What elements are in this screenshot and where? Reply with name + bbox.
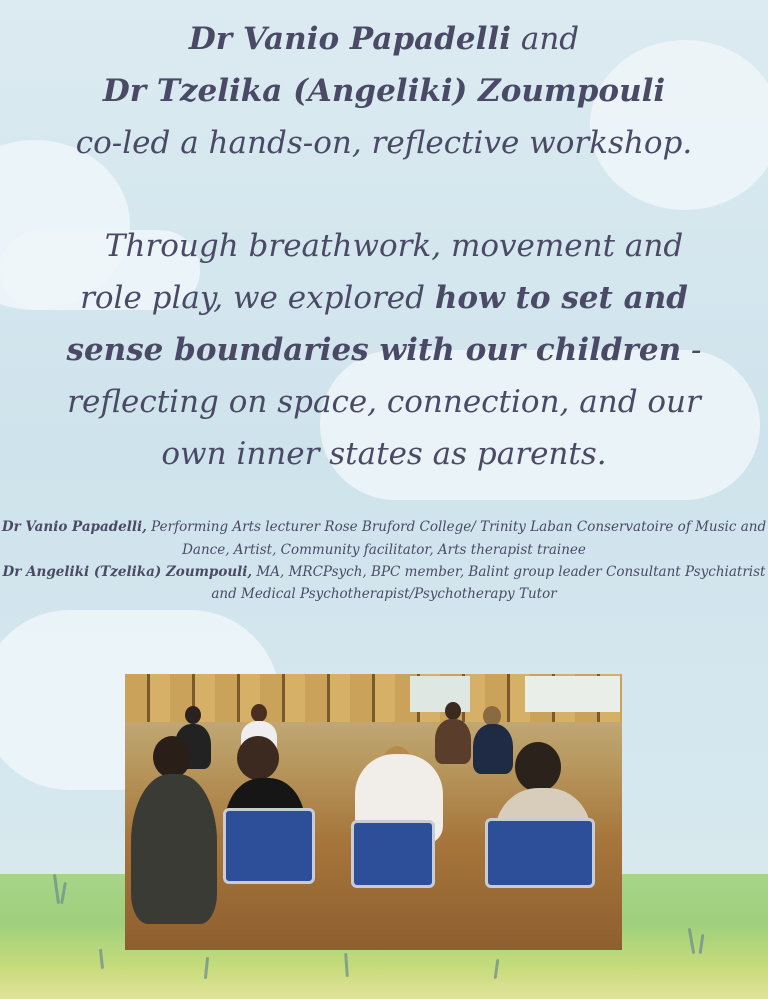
heading-name-2: Dr Tzelika (Angeliki) Zoumpouli <box>102 73 666 109</box>
photo-chair <box>351 820 435 888</box>
heading-name-1: Dr Vanio Papadelli <box>188 21 511 57</box>
credit-1-line-1 <box>0 516 768 538</box>
photo-chair <box>485 818 595 888</box>
heading-line-3: co-led a hands-on, reflective workshop. <box>75 125 693 161</box>
photo-window <box>410 676 470 712</box>
credit-1-name: Dr Vanio Papadelli, <box>1 519 147 535</box>
credit-2-role: MA, MRCPsych, BPC member, Balint group leader Consultant Psychiatrist <box>252 564 766 580</box>
heading-and: and <box>510 21 580 57</box>
body-line-2-text: role play, we explored <box>80 280 435 316</box>
credit-1-line-2: Dance, Artist, Community facilitator, Arts therapist trainee <box>182 542 586 558</box>
photo-person-head <box>251 704 267 722</box>
body-line-1: Through breathwork, movement and <box>104 228 684 264</box>
photo-person-head <box>237 736 279 780</box>
body-line-3 <box>0 324 768 376</box>
photo-person-head <box>185 706 201 724</box>
credit-2-line-2: and Medical Psychotherapist/Psychotherapy Tutor <box>211 586 557 602</box>
photo-person-head <box>153 736 191 778</box>
credit-2-line-1 <box>0 561 768 583</box>
body-line-2 <box>0 272 768 324</box>
photo-person <box>473 724 513 774</box>
heading-line-1 <box>0 14 768 64</box>
photo-person <box>131 774 217 924</box>
body-line-3-text: - <box>681 332 702 368</box>
photo-person-head <box>445 702 461 720</box>
photo-window <box>525 676 620 712</box>
photo-person-head <box>483 706 501 726</box>
body-line-3-bold: sense boundaries with our children <box>66 332 682 368</box>
body-line-2-bold: how to set and <box>434 280 688 316</box>
photo-person-head <box>515 742 561 792</box>
photo-person <box>435 719 471 764</box>
body-line-4: reflecting on space, connection, and our <box>67 384 701 420</box>
body-line-5: own inner states as parents. <box>161 436 607 472</box>
workshop-photo <box>125 674 622 950</box>
photo-chair <box>223 808 315 884</box>
credit-2-name: Dr Angeliki (Tzelika) Zoumpouli, <box>2 564 253 580</box>
credit-1-role: Performing Arts lecturer Rose Bruford College/ Trinity Laban Conservatoire of Music and <box>146 519 767 535</box>
